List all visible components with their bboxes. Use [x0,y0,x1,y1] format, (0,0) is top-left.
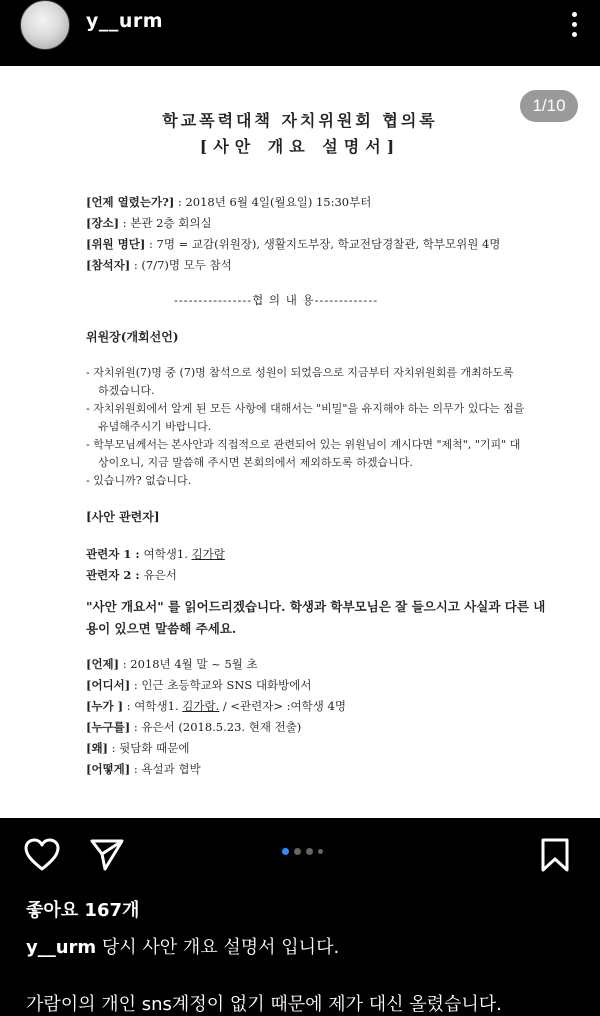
more-dots-icon[interactable] [572,12,578,42]
carousel-indicator [282,848,323,855]
section-divider: ----------------협 의 내 용------------- [174,293,379,307]
overview-intro: "사안 개요서" 를 읽어드리겠습니다. 학생과 학부모님은 잘 들으시고 사실과 다른 내용이 있으면 말씀해 주세요. [86,599,546,636]
carousel-dot [306,848,313,855]
related-persons: 관련자 1 : 여학생1. 김가람 관련자 2 : 유은서 [86,547,225,582]
carousel-dot [294,848,301,855]
post-header [0,0,600,66]
image-counter: 1/10 [520,90,578,122]
like-count[interactable]: 좋아요 167개 [26,900,140,921]
caption-text: 당시 사안 개요 설명서 입니다. [96,937,340,958]
chair-heading: 위원장(개회선언) [86,330,179,344]
bookmark-icon[interactable] [540,838,570,872]
caption [26,933,339,959]
meta-row: [언제 열렸는가?] : 2018년 6월 4일(월요일) 15:30부터 [86,195,372,209]
send-icon[interactable] [90,838,124,872]
avatar[interactable] [20,0,70,50]
meta-row: [장소] : 본관 2층 회의실 [86,216,212,230]
list-item: - 학부모님께서는 본사안과 직접적으로 관련되어 있는 위원님이 계시다면 "제척", "기피" 대상이오니, 지금 말씀해 주시면 본회의에서 제외하도록 하겠습니다. [86,438,521,469]
related-heading: [사안 관련자] [86,510,160,524]
doc-subtitle: [사안 개요 설명서] [199,137,401,156]
carousel-dot [318,849,323,854]
meta-row: [참석자] : (7/7)명 모두 참석 [86,258,232,272]
list-item: - 있습니까? 없습니다. [86,474,192,487]
case-facts: [언제] : 2018년 4월 말 ~ 5월 초 [어디서] : 인근 초등학교와 SNS 대화방에서 [누가 ] : 여학생1. 김가람. / <관련자> :여학생 4명 [누구를] : 유은서 (2018.5.23. 현재 전출) [왜] : 뒷담화 때문에 [어떻게] : 욕설과 협박 [86,657,346,776]
action-bar [0,818,600,888]
caption-username[interactable]: y__urm [26,937,97,958]
list-item: - 자치위원회에서 알게 된 모든 사항에 대해서는 "비밀"을 유지해야 하는 의무가 있다는 점을 유념해주시기 바랍니다. [86,402,525,433]
carousel-dot [282,848,289,855]
meeting-meta [86,192,500,276]
doc-title: 학교폭력대책 자치위원회 협의록 [162,111,438,130]
post-image[interactable] [0,66,600,818]
meta-row: [위원 명단] : 7명 = 교감(위원장), 생활지도부장, 학교전담경찰관, 학부모위원 4명 [86,237,501,251]
caption-line-2: 가람이의 개인 sns계정이 없기 때문에 제가 대신 올렸습니다. [26,994,502,1015]
heart-icon[interactable] [24,838,60,872]
list-item: - 자치위원(7)명 중 (7)명 참석으로 성원이 되었음으로 지금부터 자치위원회를 개최하도록 하겠습니다. [86,366,514,397]
chair-statements [86,364,526,490]
username[interactable]: y__urm [86,10,164,32]
